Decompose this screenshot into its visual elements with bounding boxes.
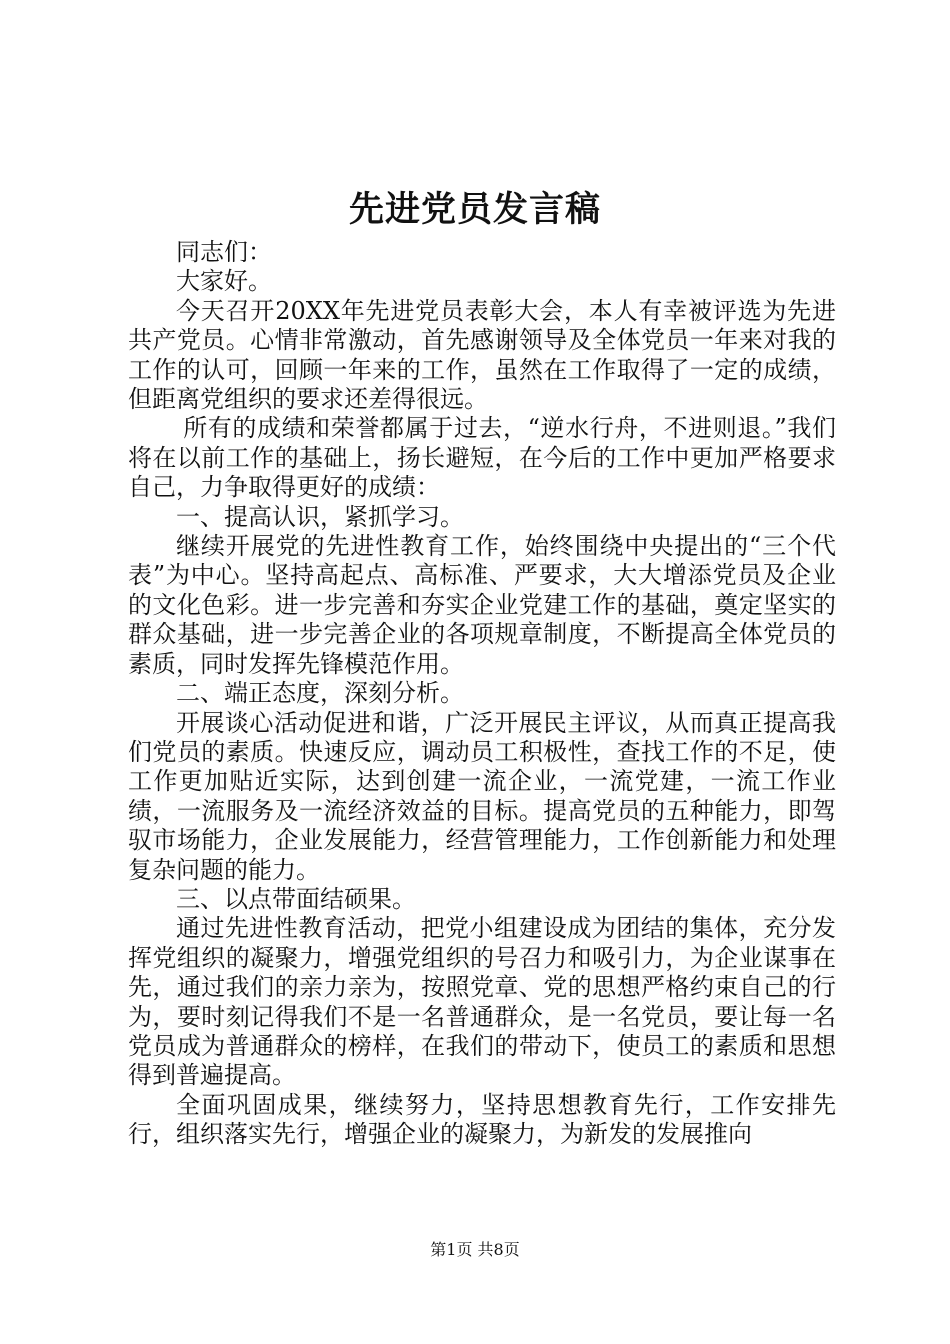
salutation: 同志们：	[176, 238, 272, 266]
paragraph-section-3: 通过先进性教育活动，把党小组建设成为团结的集体，充分发挥党组织的凝聚力，增强党组织的号召力和吸引力，为企业谋事在先，通过我们的亲力亲为，按照党章、党的思想严格约束自己的行为，要时刻记得我们不是一名普通群众，是一名党员，要让每一名党员成为普通群众的榜样，在我们的带动下，使员工的素质和思想得到普遍提高。	[128, 914, 836, 1090]
paragraph-past-achievements: 所有的成绩和荣誉都属于过去，“逆水行舟，不进则退。”我们将在以前工作的基础上，扬长避短，在今后的工作中更加严格要求自己，力争取得更好的成绩：	[128, 414, 836, 502]
section-heading-1: 一、提高认识，紧抓学习。	[176, 502, 464, 531]
greeting: 大家好。	[176, 267, 272, 296]
paragraph-section-1: 继续开展党的先进性教育工作，始终围绕中央提出的“三个代表”为中心。坚持高起点、高标准、严要求，大大增添党员及企业的文化色彩。进一步完善和夯实企业党建工作的基础，奠定坚实的群众基础，进一步完善企业的各项规章制度，不断提高全体党员的素质，同时发挥先锋模范作用。	[128, 532, 836, 678]
section-heading-3: 三、以点带面结硕果。	[176, 884, 416, 913]
section-heading-2: 二、端正态度，深刻分析。	[176, 679, 464, 708]
page-footer: 第1页 共8页	[430, 1240, 520, 1259]
document-body	[128, 238, 836, 1150]
document-title: 先进党员发言稿	[348, 189, 601, 230]
paragraph-conclusion: 全面巩固成果，继续努力，坚持思想教育先行，工作安排先行，组织落实先行，增强企业的凝聚力，为新发的发展推向	[128, 1090, 836, 1149]
paragraph-section-2: 开展谈心活动促进和谐，广泛开展民主评议，从而真正提高我们党员的素质。快速反应，调动员工积极性，查找工作的不足，使工作更加贴近实际，达到创建一流企业，一流党建，一流工作业绩，一流服务及一流经济效益的目标。提高党员的五种能力，即驾驭市场能力，企业发展能力，经营管理能力，工作创新能力和处理复杂问题的能力。	[128, 708, 836, 884]
paragraph-intro: 今天召开20XX年先进党员表彰大会，本人有幸被评选为先进共产党员。心情非常激动，首先感谢领导及全体党员一年来对我的工作的认可，回顾一年来的工作，虽然在工作取得了一定的成绩，但距离党组织的要求还差得很远。	[128, 296, 836, 414]
